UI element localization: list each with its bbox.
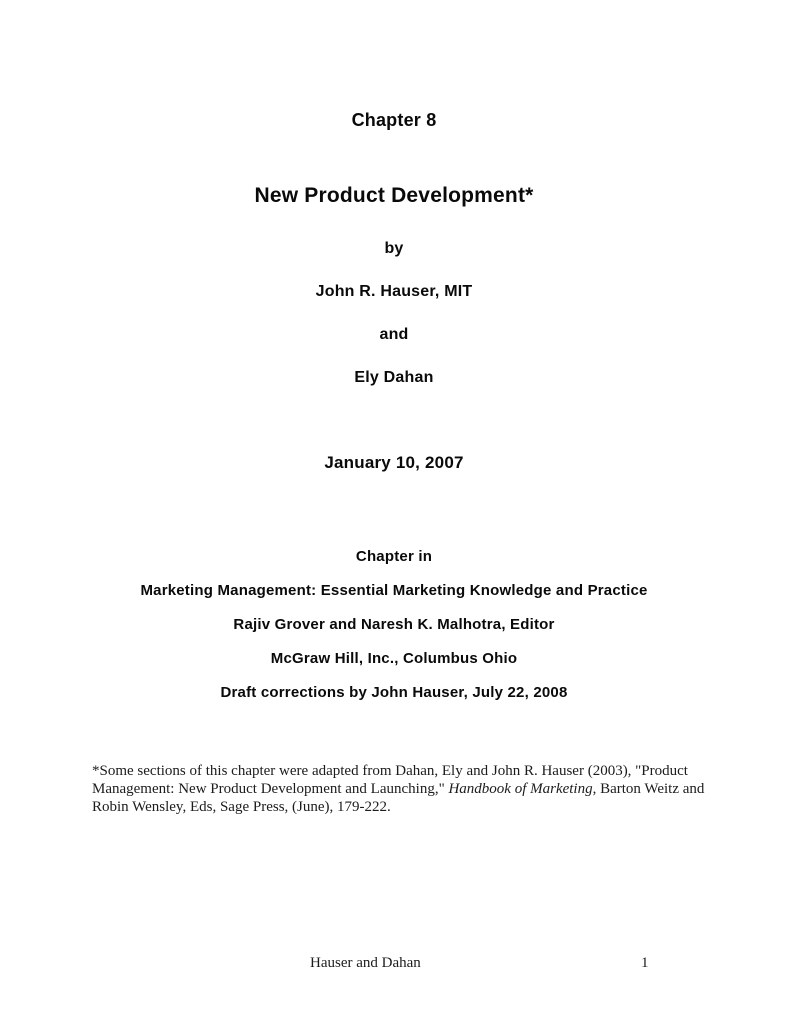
author-name-2: Ely Dahan [354,369,434,386]
footnote-italic-book-title: Handbook of Marketing [448,781,593,797]
chapter-in-label: Chapter in [355,548,433,565]
footnote-text-before-italic: *Some sections of this chapter were adapted from Dahan, Ely and John R. Hauser (2003), "Product Management: New Product Development and Launching," [92,763,688,797]
book-title: Marketing Management: Essential Marketing Knowledge and Practice [140,582,648,599]
footnote-text-after-italic: , Barton Weitz and Robin Wensley, Eds, Sage Press, (June), 179-222. [92,781,705,815]
editors-line: Rajiv Grover and Naresh K. Malhotra, Editor [233,616,555,633]
page-title: New Product Development* [254,184,534,207]
author-conjunction: and [379,326,409,343]
draft-corrections-note: Draft corrections by John Hauser, July 22, 2008 [220,684,568,701]
author-name-1: John R. Hauser, MIT [315,283,473,300]
page-number: 1 [641,955,649,971]
chapter-number: Chapter 8 [351,110,437,130]
byline: by [384,240,404,257]
title-footnote [92,762,706,816]
publisher-line: McGraw Hill, Inc., Columbus Ohio [270,650,518,667]
publication-date: January 10, 2007 [324,453,464,472]
running-title: Hauser and Dahan [310,955,421,971]
